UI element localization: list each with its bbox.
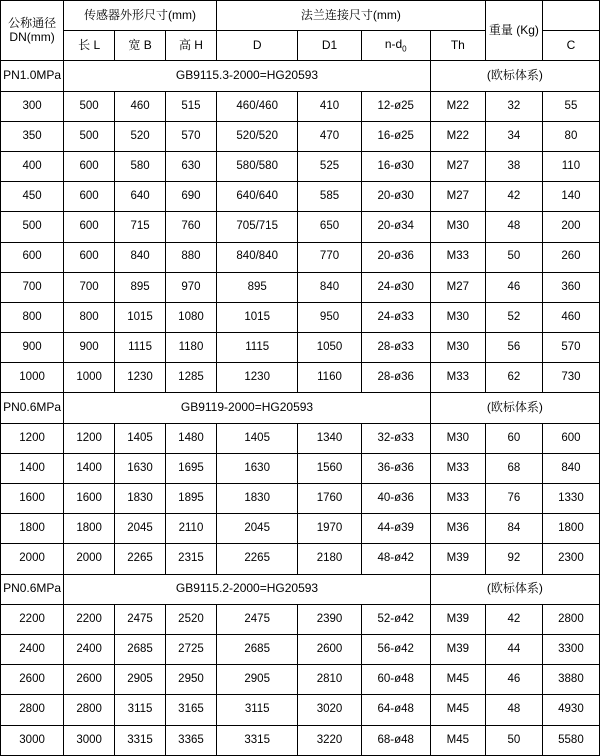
table-cell: 92 [485,544,542,574]
table-cell: 1760 [298,484,361,514]
table-row [1,363,600,393]
table-cell: 950 [298,302,361,332]
table-cell: 2725 [166,634,217,664]
table-cell: 2045 [216,514,297,544]
table-cell: 900 [1,333,64,363]
table-cell: 1340 [298,423,361,453]
table-row [1,212,600,242]
table-cell: M27 [430,272,485,302]
table-cell: M39 [430,604,485,634]
table-cell: 600 [64,242,115,272]
table-cell: 2800 [542,604,599,634]
table-cell: 46 [485,272,542,302]
table-cell: 600 [542,423,599,453]
table-cell: 1800 [1,514,64,544]
table-cell: 2810 [298,665,361,695]
table-cell: 2000 [1,544,64,574]
table-cell: 900 [64,333,115,363]
table-cell: 140 [542,182,599,212]
table-cell: 2600 [298,634,361,664]
table-body [1,1,600,756]
table-cell: 32-ø33 [361,423,430,453]
table-cell: 450 [1,182,64,212]
table-cell: 52 [485,302,542,332]
section-standard: GB9115.3-2000=HG20593 [64,61,431,91]
header-weight [485,1,542,61]
table-cell: 840/840 [216,242,297,272]
table-cell: 500 [64,91,115,121]
table-cell: 1015 [115,302,166,332]
table-cell: 2390 [298,604,361,634]
table-cell: M22 [430,121,485,151]
table-cell: 44-ø39 [361,514,430,544]
table-cell: 360 [542,272,599,302]
table-cell: 700 [64,272,115,302]
table-cell: 880 [166,242,217,272]
table-cell: 520 [115,121,166,151]
table-row [1,453,600,483]
table-cell: 500 [64,121,115,151]
table-row [1,151,600,181]
table-cell: 600 [64,182,115,212]
table-cell: 3880 [542,665,599,695]
header-col-nd-text: n-d [384,36,403,51]
table-cell: 500 [1,212,64,242]
table-cell: 770 [298,242,361,272]
table-cell: 840 [115,242,166,272]
table-cell: 1800 [542,514,599,544]
header-group-row [1,1,600,31]
table-cell: 600 [1,242,64,272]
table-cell: 1405 [115,423,166,453]
table-row [1,91,600,121]
table-cell: M36 [430,514,485,544]
table-cell: 1405 [216,423,297,453]
header-col-th: Th [430,31,485,61]
table-cell: 700 [1,272,64,302]
table-cell: 55 [542,91,599,121]
table-cell: 1830 [216,484,297,514]
header-dn [1,1,64,61]
table-cell: 1800 [64,514,115,544]
table-row [1,423,600,453]
header-col-nd-subscript: 0 [402,44,407,54]
table-cell: M27 [430,182,485,212]
table-cell: 640 [115,182,166,212]
table-row [1,182,600,212]
table-row [1,725,600,756]
table-cell: 40-ø36 [361,484,430,514]
table-cell: 24-ø33 [361,302,430,332]
section-standard: GB9115.2-2000=HG20593 [64,574,431,604]
table-cell: 20-ø30 [361,182,430,212]
table-cell: 20-ø34 [361,212,430,242]
table-cell: 3115 [216,695,297,725]
section-pressure: PN0.6MPa [1,393,64,423]
table-cell: 570 [166,121,217,151]
table-cell: 1830 [115,484,166,514]
table-cell: 56 [485,333,542,363]
table-cell: 52-ø42 [361,604,430,634]
table-row [1,121,600,151]
table-cell: 110 [542,151,599,181]
table-cell: 5580 [542,725,599,756]
table-cell: 1080 [166,302,217,332]
table-cell: 48-ø42 [361,544,430,574]
header-col-c: C [542,31,599,61]
table-cell: 2685 [115,634,166,664]
header-group-flange: 法兰连接尺寸(mm) [216,1,485,31]
table-cell: 715 [115,212,166,242]
table-cell: 650 [298,212,361,242]
table-cell: 76 [485,484,542,514]
table-cell: 1230 [216,363,297,393]
table-cell: 1400 [64,453,115,483]
table-cell: 1115 [216,333,297,363]
table-row [1,665,600,695]
section-pressure: PN0.6MPa [1,574,64,604]
table-cell: 2000 [64,544,115,574]
table-cell: 1000 [64,363,115,393]
table-cell: 1200 [1,423,64,453]
table-cell: 2905 [216,665,297,695]
table-row [1,544,600,574]
table-cell: 640/640 [216,182,297,212]
table-cell: M33 [430,242,485,272]
table-cell: 2600 [64,665,115,695]
table-cell: 460 [115,91,166,121]
table-cell: 705/715 [216,212,297,242]
table-cell: 2200 [64,604,115,634]
table-cell: 580/580 [216,151,297,181]
table-cell: 630 [166,151,217,181]
table-cell: 68-ø48 [361,725,430,756]
table-cell: 570 [542,333,599,363]
table-row [1,302,600,332]
table-cell: 2475 [216,604,297,634]
table-cell: 2265 [216,544,297,574]
table-cell: M30 [430,423,485,453]
table-cell: 260 [542,242,599,272]
table-cell: 3020 [298,695,361,725]
table-cell: M30 [430,212,485,242]
table-cell: 460/460 [216,91,297,121]
table-cell: 1330 [542,484,599,514]
section-pressure: PN1.0MPa [1,61,64,91]
table-cell: 730 [542,363,599,393]
header-col-d1: D1 [298,31,361,61]
header-col-nd [361,31,430,61]
table-cell: 3220 [298,725,361,756]
table-row [1,634,600,664]
table-cell: 42 [485,604,542,634]
table-cell: M33 [430,484,485,514]
table-cell: 400 [1,151,64,181]
table-cell: 80 [542,121,599,151]
table-cell: 34 [485,121,542,151]
table-cell: 520/520 [216,121,297,151]
table-cell: 3315 [115,725,166,756]
table-cell: 48 [485,212,542,242]
table-cell: 1115 [115,333,166,363]
table-cell: 800 [1,302,64,332]
table-cell: 50 [485,242,542,272]
table-cell: 840 [542,453,599,483]
table-cell: 1200 [64,423,115,453]
table-cell: M45 [430,665,485,695]
table-cell: 2045 [115,514,166,544]
table-cell: M45 [430,695,485,725]
table-cell: 1480 [166,423,217,453]
table-cell: 2950 [166,665,217,695]
table-cell: 1630 [216,453,297,483]
table-cell: 600 [64,212,115,242]
table-cell: 1560 [298,453,361,483]
table-cell: 2300 [542,544,599,574]
table-cell: 56-ø42 [361,634,430,664]
table-cell: 515 [166,91,217,121]
table-cell: 50 [485,725,542,756]
table-cell: 42 [485,182,542,212]
section-header-row [1,574,600,604]
table-cell: 12-ø25 [361,91,430,121]
table-cell: 760 [166,212,217,242]
table-cell: 16-ø25 [361,121,430,151]
table-cell: 1970 [298,514,361,544]
table-cell: 580 [115,151,166,181]
table-cell: 64-ø48 [361,695,430,725]
table-cell: 2400 [1,634,64,664]
table-cell: 2905 [115,665,166,695]
table-cell: M33 [430,363,485,393]
header-col-height: 高 H [166,31,217,61]
table-cell: 1160 [298,363,361,393]
table-cell: 3365 [166,725,217,756]
table-cell: 36-ø36 [361,453,430,483]
table-cell: M30 [430,333,485,363]
table-cell: M33 [430,453,485,483]
table-cell: 2400 [64,634,115,664]
table-cell: M22 [430,91,485,121]
table-cell: 62 [485,363,542,393]
table-cell: 3315 [216,725,297,756]
table-cell: 2475 [115,604,166,634]
section-header-row [1,61,600,91]
table-cell: 2110 [166,514,217,544]
table-cell: 1630 [115,453,166,483]
header-dn-line2: DN(mm) [9,29,55,44]
section-system: (欧标体系) [430,393,599,423]
table-cell: 2180 [298,544,361,574]
table-cell: 895 [216,272,297,302]
table-cell: 68 [485,453,542,483]
table-cell: M39 [430,544,485,574]
header-dn-line1: 公称通径 [8,15,57,30]
table-cell: 1180 [166,333,217,363]
table-cell: 60-ø48 [361,665,430,695]
table-cell: 2265 [115,544,166,574]
section-system: (欧标体系) [430,574,599,604]
table-cell: 1400 [1,453,64,483]
table-cell: 3000 [64,725,115,756]
table-row [1,514,600,544]
table-cell: 28-ø36 [361,363,430,393]
table-cell: 1000 [1,363,64,393]
table-cell: 1285 [166,363,217,393]
table-cell: 600 [64,151,115,181]
table-cell: 3000 [1,725,64,756]
header-weight-line1: 重量 [488,22,513,37]
header-group-dimensions: 传感器外形尺寸(mm) [64,1,217,31]
table-cell: 350 [1,121,64,151]
table-cell: 16-ø30 [361,151,430,181]
table-cell: M27 [430,151,485,181]
table-cell: 800 [64,302,115,332]
table-cell: 585 [298,182,361,212]
table-cell: 1015 [216,302,297,332]
table-cell: 1895 [166,484,217,514]
table-cell: 1600 [64,484,115,514]
header-col-width: 宽 B [115,31,166,61]
table-row [1,695,600,725]
table-cell: 1600 [1,484,64,514]
table-cell: 28-ø33 [361,333,430,363]
table-cell: M39 [430,634,485,664]
section-standard: GB9119-2000=HG20593 [64,393,431,423]
table-row [1,272,600,302]
table-cell: 60 [485,423,542,453]
table-cell: 2200 [1,604,64,634]
table-cell: 300 [1,91,64,121]
table-cell: 460 [542,302,599,332]
table-row [1,242,600,272]
table-cell: 200 [542,212,599,242]
table-cell: 32 [485,91,542,121]
table-cell: 895 [115,272,166,302]
table-cell: 1230 [115,363,166,393]
table-row [1,604,600,634]
table-cell: 2800 [1,695,64,725]
table-cell: 84 [485,514,542,544]
table-cell: M30 [430,302,485,332]
table-cell: 46 [485,665,542,695]
table-cell: 24-ø30 [361,272,430,302]
table-cell: M45 [430,725,485,756]
section-system: (欧标体系) [430,61,599,91]
table-cell: 20-ø36 [361,242,430,272]
header-col-d: D [216,31,297,61]
table-cell: 970 [166,272,217,302]
table-cell: 38 [485,151,542,181]
table-row [1,484,600,514]
table-cell: 2800 [64,695,115,725]
table-cell: 1050 [298,333,361,363]
header-col-length: 长 L [64,31,115,61]
table-cell: 690 [166,182,217,212]
table-cell: 840 [298,272,361,302]
table-cell: 4930 [542,695,599,725]
table-cell: 3300 [542,634,599,664]
table-row [1,333,600,363]
table-cell: 3115 [115,695,166,725]
table-cell: 2685 [216,634,297,664]
table-cell: 48 [485,695,542,725]
table-cell: 44 [485,634,542,664]
table-cell: 1695 [166,453,217,483]
table-cell: 2520 [166,604,217,634]
table-cell: 410 [298,91,361,121]
table-cell: 3165 [166,695,217,725]
section-header-row [1,393,600,423]
table-cell: 2600 [1,665,64,695]
table-cell: 470 [298,121,361,151]
table-cell: 2315 [166,544,217,574]
header-weight-line2: (Kg) [516,22,539,37]
table-cell: 525 [298,151,361,181]
